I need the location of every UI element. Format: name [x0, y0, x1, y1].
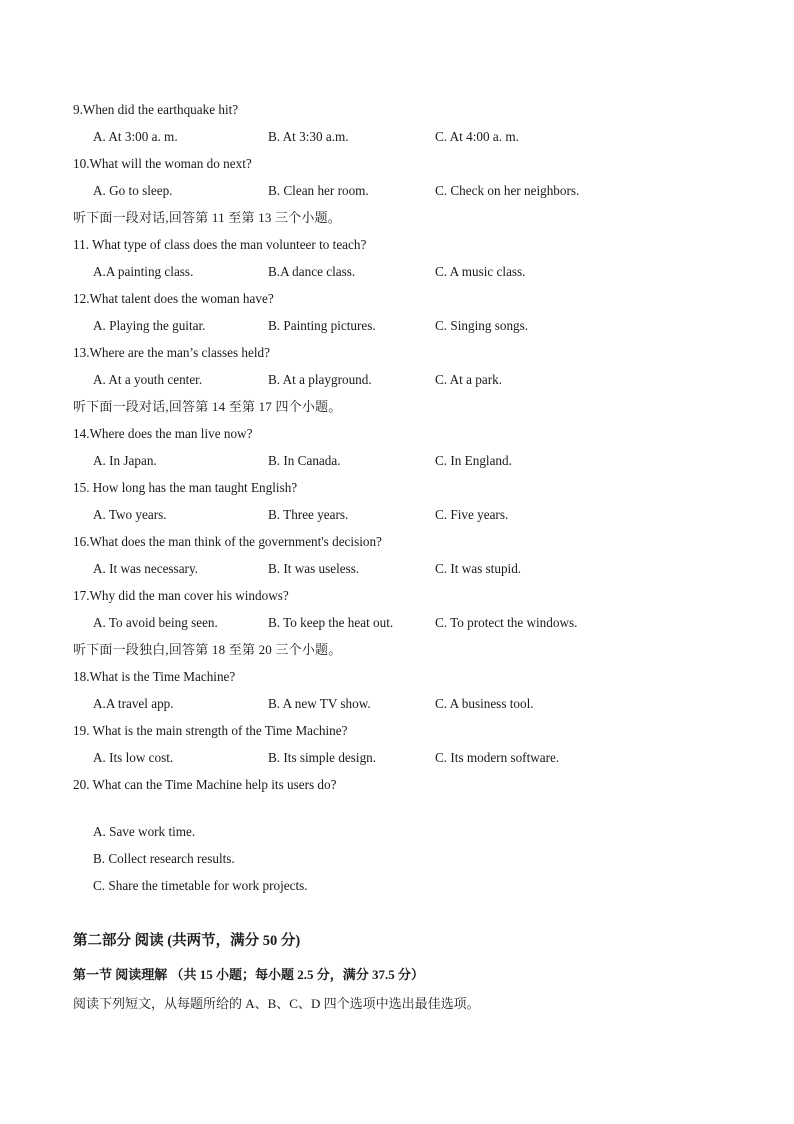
question-14: 14.Where does the man live now?: [73, 426, 253, 441]
part2-title: 第二部分 阅读 (共两节，满分 50 分): [73, 933, 301, 949]
q18-option-c: C. A business tool.: [435, 696, 534, 711]
question-10: 10.What will the woman do next?: [73, 156, 252, 171]
instruction-11-13: 听下面一段对话,回答第 11 至第 13 三个小题。: [73, 210, 341, 225]
question-17: 17.Why did the man cover his windows?: [73, 588, 289, 603]
q9-option-a: A. At 3:00 a. m.: [93, 129, 178, 144]
q17-option-b: B. To keep the heat out.: [268, 615, 394, 630]
q14-option-a: A. In Japan.: [93, 453, 157, 468]
q12-option-a: A. Playing the guitar.: [93, 318, 206, 333]
q16-option-b: B. It was useless.: [268, 561, 360, 576]
q17-option-a: A. To avoid being seen.: [93, 615, 218, 630]
instruction-18-20: 听下面一段独白,回答第 18 至第 20 三个小题。: [73, 642, 342, 657]
q20-option-c: C. Share the timetable for work projects.: [93, 878, 308, 893]
q13-option-b: B. At a playground.: [268, 372, 372, 387]
q14-option-b: B. In Canada.: [268, 453, 341, 468]
question-9: 9.When did the earthquake hit?: [73, 102, 239, 117]
question-20: 20. What can the Time Machine help its users do?: [73, 777, 337, 792]
q19-option-a: A. Its low cost.: [93, 750, 174, 765]
q16-option-a: A. It was necessary.: [93, 561, 198, 576]
q13-option-c: C. At a park.: [435, 372, 503, 387]
q15-option-a: A. Two years.: [93, 507, 167, 522]
q15-option-b: B. Three years.: [268, 507, 349, 522]
q14-option-c: C. In England.: [435, 453, 512, 468]
q13-option-a: A. At a youth center.: [93, 372, 203, 387]
q17-option-c: C. To protect the windows.: [435, 615, 578, 630]
q10-option-b: B. Clean her room.: [268, 183, 369, 198]
q11-option-a: A.A painting class.: [93, 264, 194, 279]
question-13: 13.Where are the man’s classes held?: [73, 345, 270, 360]
q19-option-c: C. Its modern software.: [435, 750, 560, 765]
question-19: 19. What is the main strength of the Time Machine?: [73, 723, 348, 738]
question-18: 18.What is the Time Machine?: [73, 669, 236, 684]
q19-option-b: B. Its simple design.: [268, 750, 377, 765]
q12-option-c: C. Singing songs.: [435, 318, 529, 333]
q20-option-b: B. Collect research results.: [93, 851, 235, 866]
q9-option-b: B. At 3:30 a.m.: [268, 129, 349, 144]
q20-option-a: A. Save work time.: [93, 824, 196, 839]
q15-option-c: C. Five years.: [435, 507, 509, 522]
q11-option-b: B.A dance class.: [268, 264, 356, 279]
q10-option-c: C. Check on her neighbors.: [435, 183, 580, 198]
q18-option-a: A.A travel app.: [93, 696, 174, 711]
q12-option-b: B. Painting pictures.: [268, 318, 376, 333]
question-15: 15. How long has the man taught English?: [73, 480, 298, 495]
section1-title: 第一节 阅读理解 （共 15 小题；每小题 2.5 分，满分 37.5 分）: [73, 967, 425, 982]
reading-directions: 阅读下列短文，从每题所给的 A、B、C、D 四个选项中选出最佳选项。: [73, 996, 480, 1011]
instruction-14-17: 听下面一段对话,回答第 14 至第 17 四个小题。: [73, 399, 342, 414]
q16-option-c: C. It was stupid.: [435, 561, 522, 576]
q18-option-b: B. A new TV show.: [268, 696, 371, 711]
question-12: 12.What talent does the woman have?: [73, 291, 274, 306]
q11-option-c: C. A music class.: [435, 264, 526, 279]
question-16: 16.What does the man think of the government's decision?: [73, 534, 382, 549]
question-11: 11. What type of class does the man volunteer to teach?: [73, 237, 367, 252]
q10-option-a: A. Go to sleep.: [93, 183, 173, 198]
q9-option-c: C. At 4:00 a. m.: [435, 129, 519, 144]
